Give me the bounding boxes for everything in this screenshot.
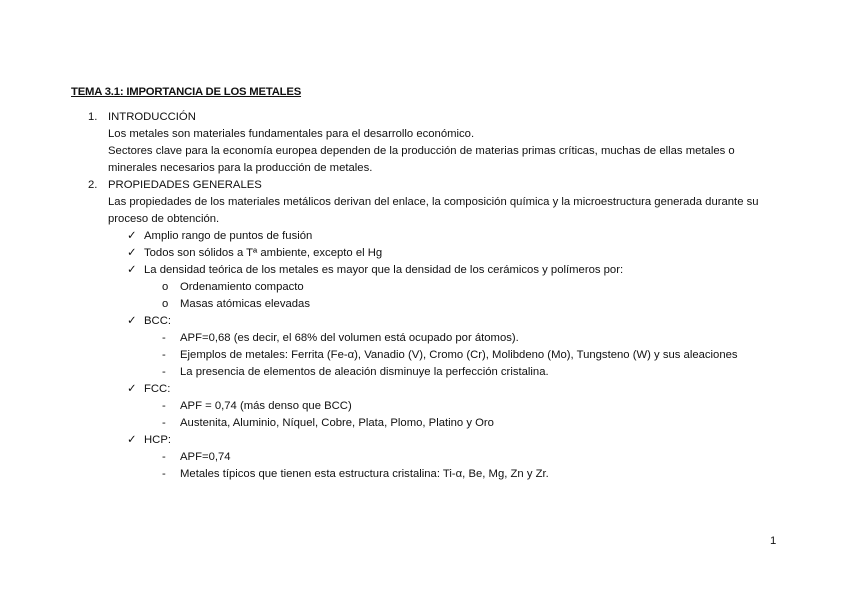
check-icon: ✓ [127, 315, 137, 327]
section-number: 1. [88, 111, 98, 123]
sub-item-text: Metales típicos que tienen esta estructura cristalina: Ti-α, Be, Mg, Zn y Zr. [180, 468, 549, 480]
sub-item [71, 330, 791, 347]
check-item-text: FCC: [144, 383, 171, 395]
check-icon: ✓ [127, 383, 137, 395]
check-item [71, 245, 791, 262]
document-body [71, 109, 791, 483]
check-icon: ✓ [127, 264, 137, 276]
dash-bullet-icon: - [162, 332, 166, 344]
check-item-text: La densidad teórica de los metales es mayor que la densidad de los cerámicos y polímeros por: [144, 264, 624, 276]
check-item-text: BCC: [144, 315, 171, 327]
section-heading [71, 109, 791, 126]
sub-item-text: Masas atómicas elevadas [180, 298, 310, 310]
dash-bullet-icon: - [162, 366, 166, 378]
sub-item-text: APF=0,74 [180, 451, 231, 463]
dash-bullet-icon: - [162, 468, 166, 480]
sub-item [71, 415, 791, 432]
sub-item-text: Ordenamiento compacto [180, 281, 304, 293]
section-heading [71, 177, 791, 194]
circle-bullet-icon: o [162, 298, 169, 310]
check-item [71, 381, 791, 398]
sub-item [71, 279, 791, 296]
sub-item [71, 347, 791, 364]
check-icon: ✓ [127, 434, 137, 446]
sub-item-text: Ejemplos de metales: Ferrita (Fe-α), Vanadio (V), Cromo (Cr), Molibdeno (Mo), Tungsteno (W) y sus aleaciones [180, 349, 738, 361]
paragraph: Las propiedades de los materiales metálicos derivan del enlace, la composición química y la microestructura generada durante su proceso de obtención. [108, 196, 759, 225]
sub-item [71, 296, 791, 313]
sub-item-text: APF=0,68 (es decir, el 68% del volumen está ocupado por átomos). [180, 332, 519, 344]
sub-item-text: La presencia de elementos de aleación disminuye la perfección cristalina. [180, 366, 549, 378]
paragraph: Los metales son materiales fundamentales para el desarrollo económico. [108, 128, 475, 140]
dash-bullet-icon: - [162, 417, 166, 429]
sub-item [71, 398, 791, 415]
check-item [71, 262, 791, 279]
sub-item-text: Austenita, Aluminio, Níquel, Cobre, Plata, Plomo, Platino y Oro [180, 417, 494, 429]
check-item [71, 228, 791, 245]
document-title: TEMA 3.1: IMPORTANCIA DE LOS METALES [71, 86, 302, 98]
check-icon: ✓ [127, 247, 137, 259]
sub-item [71, 466, 791, 483]
circle-bullet-icon: o [162, 281, 169, 293]
check-item-text: Amplio rango de puntos de fusión [144, 230, 313, 242]
sub-item [71, 364, 791, 381]
check-item-text: Todos son sólidos a Tª ambiente, excepto el Hg [144, 247, 383, 259]
dash-bullet-icon: - [162, 451, 166, 463]
check-item [71, 313, 791, 330]
section-title: INTRODUCCIÓN [108, 111, 196, 123]
check-item [71, 432, 791, 449]
check-item-text: HCP: [144, 434, 171, 446]
dash-bullet-icon: - [162, 400, 166, 412]
paragraph: Sectores clave para la economía europea dependen de la producción de materias primas críticas, muchas de ellas metales o minerales necesarios para la producción de metales. [108, 145, 735, 174]
check-icon: ✓ [127, 230, 137, 242]
sub-item [71, 449, 791, 466]
section-title: PROPIEDADES GENERALES [108, 179, 262, 191]
sub-item-text: APF = 0,74 (más denso que BCC) [180, 400, 352, 412]
dash-bullet-icon: - [162, 349, 166, 361]
section-number: 2. [88, 179, 98, 191]
page-number: 1 [770, 535, 777, 547]
